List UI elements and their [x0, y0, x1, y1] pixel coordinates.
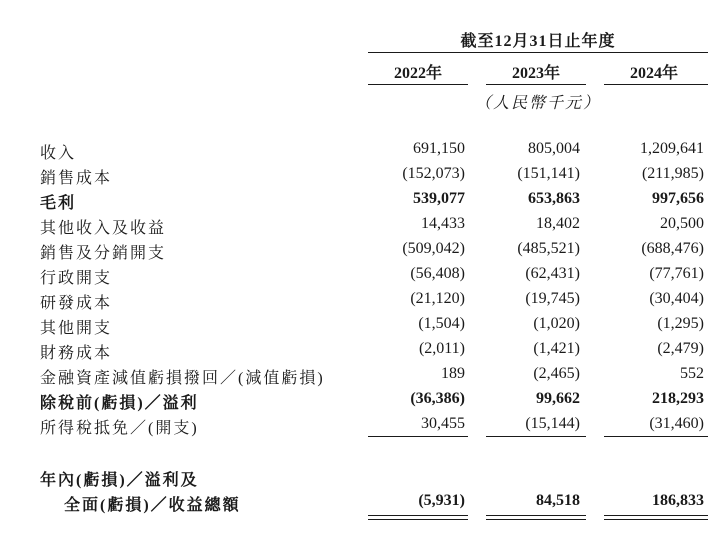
table-row: [0, 240, 722, 265]
row-value: (1,421): [533, 340, 580, 357]
subtotal-rule-2022: [368, 436, 468, 437]
row-value: (1,295): [657, 315, 704, 332]
table-row: [0, 390, 722, 415]
row-value: (152,073): [402, 165, 465, 182]
row-value: (151,141): [517, 165, 580, 182]
row-value: (509,042): [402, 240, 465, 257]
table-row: [0, 340, 722, 365]
row-value: 189: [441, 365, 465, 382]
row-value: 691,150: [413, 140, 465, 157]
row-value: (688,476): [641, 240, 704, 257]
row-value: (15,144): [525, 415, 580, 432]
total-value-2022: (5,931): [418, 492, 465, 509]
total-label-line1: 年內(虧損)／溢利及: [40, 472, 199, 489]
row-value: (2,011): [418, 340, 465, 357]
row-value: 539,077: [413, 190, 465, 207]
row-value: (56,408): [410, 265, 465, 282]
row-value: 805,004: [528, 140, 580, 157]
double-rule-2023: [486, 515, 586, 520]
row-value: 997,656: [652, 190, 704, 207]
row-value: 1,209,641: [640, 140, 704, 157]
period-header-underline: [368, 52, 708, 53]
row-label: 其他開支: [40, 320, 113, 337]
row-value: (1,504): [418, 315, 465, 332]
table-row: [0, 265, 722, 290]
row-value: (211,985): [641, 165, 704, 182]
row-value: (485,521): [517, 240, 580, 257]
double-rule-2022: [368, 515, 468, 520]
row-label: 財務成本: [40, 345, 113, 362]
table-row: [0, 215, 722, 240]
currency-unit: （人民幣千元）: [474, 95, 601, 112]
total-value-2024: 186,833: [652, 492, 704, 509]
year-header-2022: 2022年: [393, 65, 442, 82]
row-value: (77,761): [649, 265, 704, 282]
row-label: 行政開支: [40, 270, 113, 287]
row-label: 所得稅抵免／(開支): [40, 420, 199, 437]
row-value: (2,465): [533, 365, 580, 382]
row-value: 653,863: [528, 190, 580, 207]
year-underline-2022: [368, 84, 468, 85]
double-rule-2024: [604, 515, 708, 520]
row-value: (1,020): [533, 315, 580, 332]
row-value: 14,433: [421, 215, 465, 232]
table-row: [0, 290, 722, 315]
table-row: [0, 190, 722, 215]
row-value: 99,662: [536, 390, 580, 407]
row-label: 收入: [40, 145, 77, 162]
row-label: 研發成本: [40, 295, 113, 312]
row-value: (21,120): [410, 290, 465, 307]
total-value-2023: 84,518: [536, 492, 580, 509]
row-value: (31,460): [649, 415, 704, 432]
row-label: 銷售成本: [40, 170, 113, 187]
year-header-2023: 2023年: [511, 65, 560, 82]
row-value: 20,500: [660, 215, 704, 232]
row-label: 銷售及分銷開支: [40, 245, 167, 262]
table-row: [0, 165, 722, 190]
year-underline-2023: [486, 84, 586, 85]
year-underline-2024: [604, 84, 708, 85]
row-value: (19,745): [525, 290, 580, 307]
row-value: (62,431): [525, 265, 580, 282]
row-value: (36,386): [410, 390, 465, 407]
year-header-2024: 2024年: [629, 65, 678, 82]
row-value: 218,293: [652, 390, 704, 407]
row-value: (2,479): [657, 340, 704, 357]
period-header: 截至12月31日止年度: [460, 33, 616, 50]
row-label: 毛利: [40, 195, 77, 212]
table-row: [0, 315, 722, 340]
row-label: 其他收入及收益: [40, 220, 167, 237]
total-label-line2: 全面(虧損)／收益總額: [64, 497, 241, 514]
subtotal-rule-2024: [604, 436, 708, 437]
row-label: 除稅前(虧損)／溢利: [40, 395, 199, 412]
row-value: (30,404): [649, 290, 704, 307]
row-label: 金融資產減值虧損撥回／(減值虧損): [40, 370, 325, 387]
row-value: 552: [680, 365, 704, 382]
row-value: 18,402: [536, 215, 580, 232]
subtotal-rule-2023: [486, 436, 586, 437]
table-row: [0, 140, 722, 165]
table-row: [0, 365, 722, 390]
row-value: 30,455: [421, 415, 465, 432]
